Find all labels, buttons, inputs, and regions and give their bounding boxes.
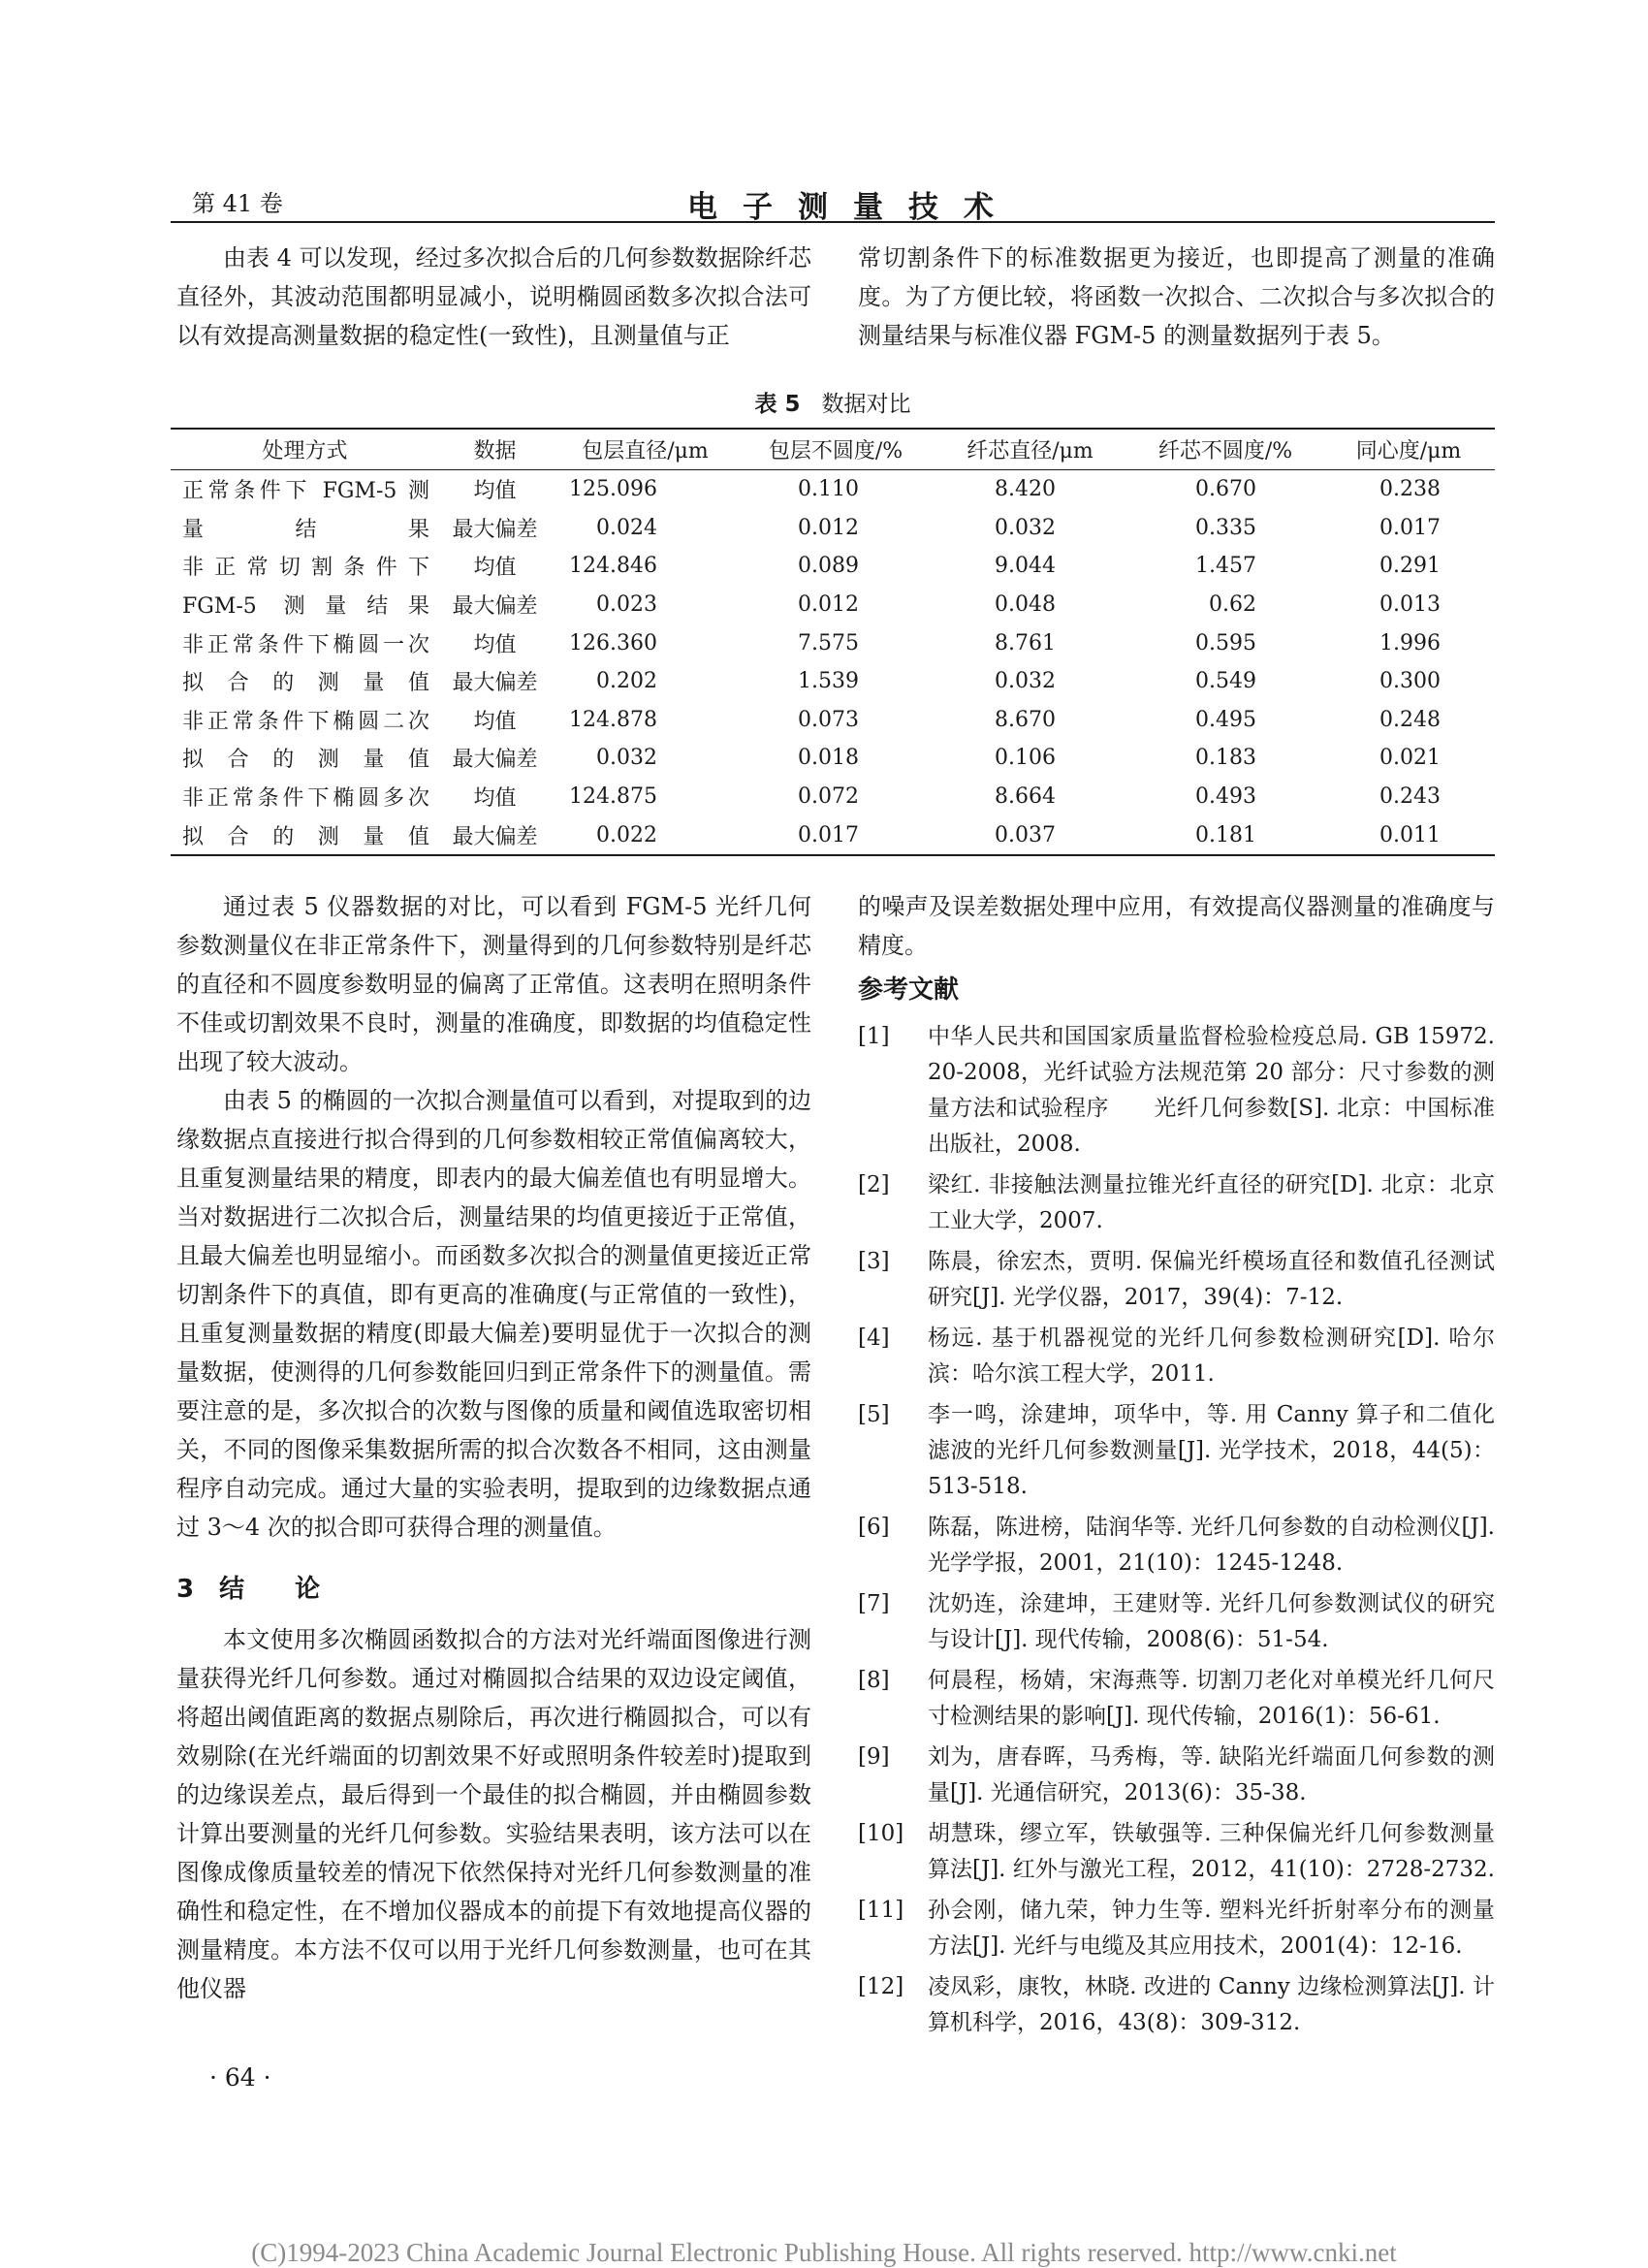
table-cell-value: 0.493 — [1195, 784, 1256, 810]
table-cell-value: 0.037 — [932, 815, 1128, 855]
table-cell-value: 0.106 — [995, 746, 1056, 771]
column-header: 同心度/μm — [1322, 429, 1495, 470]
reference-item — [858, 1510, 1495, 1581]
table-row — [171, 701, 1495, 740]
intro-right-column — [858, 239, 1495, 355]
reference-item — [858, 1167, 1495, 1239]
table-cell-method: 非正常切割条件下 — [182, 556, 429, 581]
table-cell-value: 0.202 — [596, 669, 657, 694]
reference-number: [9] — [858, 1744, 890, 1770]
header-journal-title: 电子测量技术 — [687, 190, 1019, 225]
table-row — [171, 662, 1495, 701]
table-row — [171, 547, 1495, 586]
table-cell-value: 0.032 — [995, 669, 1056, 694]
table-header-row — [171, 429, 1495, 470]
table-cell-value: 8.420 — [995, 477, 1056, 502]
table-cell-value: 0.300 — [1379, 669, 1441, 694]
table-cell-value: 0.072 — [798, 784, 859, 810]
conclusion-continuation: 的噪声及误差数据处理中应用，有效提高仪器测量的准确度与精度。 — [858, 893, 1495, 959]
table-cell-value: 125.096 — [569, 477, 657, 502]
reference-number: [1] — [858, 1024, 890, 1049]
table-row — [171, 623, 1495, 662]
table-cell-value: 0.291 — [1379, 554, 1441, 579]
table-cell-value: 0.62 — [1209, 592, 1256, 618]
table-cell-value: 1.457 — [1195, 554, 1256, 579]
table-cell-value: 0.012 — [798, 515, 859, 540]
table-cell-method: 非正常条件下椭圆一次 — [182, 632, 429, 657]
left-column — [176, 887, 811, 2008]
table-cell-value: 0.018 — [798, 746, 859, 771]
table-row — [171, 815, 1495, 855]
intro-right-paragraph: 常切割条件下的标准数据更为接近，也即提高了测量的准确度。为了方便比较，将函数一次拟合、二次拟合与多次拟合的测量结果与标准仪器 FGM-5 的测量数据列于表 5。 — [858, 244, 1495, 349]
table-cell-value: 0.181 — [1128, 815, 1322, 855]
data-comparison-table — [171, 428, 1495, 856]
table-cell-value: 126.360 — [569, 630, 657, 655]
table-cell-kind: 最大偏差 — [452, 748, 538, 773]
table-cell-value: 0.017 — [1379, 515, 1441, 540]
reference-item — [858, 1893, 1495, 1965]
table-cell-value: 0.022 — [551, 815, 740, 855]
table-cell-method: 非正常条件下椭圆多次 — [182, 786, 429, 812]
reference-text: 何晨程，杨婧，宋海燕等. 切割刀老化对单模光纤几何尺寸检测结果的影响[J]. 现代传输，2016(1)：56-61. — [928, 1668, 1495, 1729]
reference-text: 李一鸣，涂建坤，项华中，等. 用 Canny 算子和二值化滤波的光纤几何参数测量[J]. 光学技术，2018，44(5)：513-518. — [928, 1402, 1495, 1499]
reference-item — [858, 1397, 1495, 1505]
table-cell-value: 0.110 — [798, 477, 859, 502]
header-rule — [171, 221, 1495, 223]
reference-text: 孙会刚，储九荣，钟力生等. 塑料光纤折射率分布的测量方法[J]. 光纤与电缆及其应用技术，2001(4)：12-16. — [928, 1898, 1495, 1959]
table-cell-value: 7.575 — [798, 630, 859, 655]
reference-item — [858, 1586, 1495, 1658]
table-cell-value: 0.335 — [1195, 515, 1256, 540]
column-header: 数据 — [439, 429, 551, 470]
reference-number: [8] — [858, 1668, 890, 1693]
table-cell-value: 0.021 — [1379, 746, 1441, 771]
reference-number: [3] — [858, 1249, 890, 1274]
table-cell-method: 非正常条件下椭圆二次 — [182, 709, 429, 734]
table-cell-value: 0.032 — [596, 746, 657, 771]
references-heading: 参考文献 — [858, 975, 960, 1005]
intro-left-column — [176, 239, 811, 355]
table-cell-kind: 均值 — [473, 556, 517, 581]
table-row — [171, 470, 1495, 509]
table-cell-value: 0.595 — [1195, 630, 1256, 655]
reference-number: [5] — [858, 1402, 890, 1427]
table-cell-value: 9.044 — [995, 554, 1056, 579]
table-cell-kind: 均值 — [473, 632, 517, 657]
table-cell-value: 124.875 — [569, 784, 657, 810]
intro-left-paragraph: 由表 4 可以发现，经过多次拟合后的几何参数数据除纤芯直径外，其波动范围都明显减小，说明椭圆函数多次拟合法可以有效提高测量数据的稳定性(一致性)，且测量值与正 — [176, 244, 811, 349]
reference-text: 沈奶连，涂建坤，王建财等. 光纤几何参数测试仪的研究与设计[J]. 现代传输，2008(6)：51-54. — [928, 1591, 1495, 1652]
table-cell-value: 0.670 — [1195, 477, 1256, 502]
column-header: 处理方式 — [171, 429, 439, 470]
table-cell-value: 0.013 — [1379, 592, 1441, 618]
table-cell-value: 0.243 — [1379, 784, 1441, 810]
copyright-footer: (C)1994-2023 China Academic Journal Electronic Publishing House. All rights reserved. http://www.cnki.net — [251, 2238, 1397, 2267]
table-cell-value: 0.248 — [1379, 707, 1441, 732]
table-cell-value: 124.846 — [569, 554, 657, 579]
reference-number: [4] — [858, 1326, 890, 1351]
table-row — [171, 586, 1495, 624]
table-caption — [171, 386, 1495, 418]
table-cell-value: 0.073 — [798, 707, 859, 732]
reference-item — [858, 1740, 1495, 1811]
table-cell-method: 正常条件下 FGM-5 测 — [182, 479, 429, 504]
table-cell-kind: 最大偏差 — [439, 815, 551, 855]
column-header: 包层直径/μm — [551, 429, 740, 470]
table-cell-method: 拟合的测量值 — [171, 815, 439, 855]
table-cell-value: 8.670 — [995, 707, 1056, 732]
reference-number: [7] — [858, 1591, 890, 1616]
table-caption-text: 数据对比 — [821, 392, 911, 417]
right-column — [858, 887, 1495, 2046]
table-caption-number: 表 5 — [754, 392, 801, 417]
table-cell-value: 1.539 — [798, 669, 859, 694]
reference-number: [12] — [858, 1974, 904, 1999]
reference-item — [858, 1663, 1495, 1735]
body-paragraph: 由表 5 的椭圆的一次拟合测量值可以看到，对提取到的边缘数据点直接进行拟合得到的几何参数相较正常值偏离较大，且重复测量结果的精度，即表内的最大偏差值也有明显增大。当对数据进行二次拟合后，测量结果的均值更接近于正常值，且最大偏差也明显缩小。而函数多次拟合的测量值更接近正常切割条件下的真值，即有更高的准确度(与正常值的一致性)，且重复测量数据的精度(即最大偏差)要明显优于一次拟合的测量数据，使测得的几何参数能回归到正常条件下的测量值。需要注意的是，多次拟合的次数与图像的质量和阈值选取密切相关，不同的图像采集数据所需的拟合次数各不相同，这由测量程序自动完成。通过大量的实验表明，提取到的边缘数据点通过 3～4 次的拟合即可获得合理的测量值。 — [176, 1087, 811, 1541]
table-row — [171, 509, 1495, 548]
reference-number: [2] — [858, 1172, 890, 1198]
table-cell-value: 0.495 — [1195, 707, 1256, 732]
table-cell-value: 0.017 — [740, 815, 932, 855]
table-cell-kind: 均值 — [473, 479, 517, 504]
table-cell-method: 量结果 — [182, 517, 429, 542]
reference-text: 梁红. 非接触法测量拉锥光纤直径的研究[D]. 北京：北京工业大学，2007. — [928, 1172, 1495, 1233]
table-cell-value: 0.089 — [798, 554, 859, 579]
body-paragraph: 通过表 5 仪器数据的对比，可以看到 FGM-5 光纤几何参数测量仪在非正常条件下，测量得到的几何参数特别是纤芯的直径和不圆度参数明显的偏离了正常值。这表明在照明条件不佳或切割效果不良时，测量的准确度，即数据的均值稳定性出现了较大波动。 — [176, 893, 811, 1075]
reference-text: 凌凤彩，康牧，林晓. 改进的 Canny 边缘检测算法[J]. 计算机科学，2016，43(8)：309-312. — [928, 1974, 1495, 2035]
reference-item — [858, 1321, 1495, 1392]
reference-text: 杨远. 基于机器视觉的光纤几何参数检测研究[D]. 哈尔滨：哈尔滨工程大学，2011. — [928, 1326, 1495, 1387]
table-cell-value: 0.183 — [1195, 746, 1256, 771]
table-cell-method: FGM-5 测量结果 — [182, 594, 429, 620]
reference-text: 胡慧珠，缪立军，铁敏强等. 三种保偏光纤几何参数测量算法[J]. 红外与激光工程，2012，41(10)：2728-2732. — [928, 1821, 1495, 1882]
section-heading: 3 结 论 — [176, 1575, 321, 1604]
table-cell-value: 1.996 — [1379, 630, 1441, 655]
table-cell-method: 拟合的测量值 — [182, 671, 429, 696]
table-cell-value: 0.024 — [596, 515, 657, 540]
table-cell-value: 124.878 — [569, 707, 657, 732]
reference-text: 刘为，唐春晖，马秀梅，等. 缺陷光纤端面几何参数的测量[J]. 光通信研究，2013(6)：35-38. — [928, 1744, 1495, 1805]
table-cell-method: 拟合的测量值 — [182, 748, 429, 773]
column-header: 包层不圆度/% — [740, 429, 932, 470]
table-cell-value: 0.011 — [1322, 815, 1495, 855]
table-cell-kind: 均值 — [473, 786, 517, 812]
table-row — [171, 778, 1495, 816]
column-header: 纤芯直径/μm — [932, 429, 1128, 470]
table-cell-value: 0.238 — [1379, 477, 1441, 502]
table-cell-kind: 均值 — [473, 709, 517, 734]
reference-item — [858, 1244, 1495, 1316]
reference-item — [858, 1019, 1495, 1163]
table-cell-kind: 最大偏差 — [452, 594, 538, 620]
table-cell-value: 8.761 — [995, 630, 1056, 655]
table-cell-value: 0.549 — [1195, 669, 1256, 694]
column-header: 纤芯不圆度/% — [1128, 429, 1322, 470]
table-cell-value: 0.023 — [596, 592, 657, 618]
table-row — [171, 739, 1495, 778]
reference-text: 陈磊，陈进榜，陆润华等. 光纤几何参数的自动检测仪[J]. 光学学报，2001，21(10)：1245-1248. — [928, 1515, 1495, 1576]
reference-item — [858, 1816, 1495, 1888]
table-cell-value: 8.664 — [995, 784, 1056, 810]
reference-number: [10] — [858, 1821, 904, 1846]
reference-item — [858, 1969, 1495, 2041]
references-list — [858, 1019, 1495, 2041]
page-number: · 64 · — [209, 2063, 271, 2092]
table-cell-value: 0.012 — [798, 592, 859, 618]
table-cell-value: 0.032 — [995, 515, 1056, 540]
conclusion-paragraph: 本文使用多次椭圆函数拟合的方法对光纤端面图像进行测量获得光纤几何参数。通过对椭圆拟合结果的双边设定阈值，将超出阈值距离的数据点剔除后，再次进行椭圆拟合，可以有效剔除(在光纤端面的切割效果不好或照明条件较差时)提取到的边缘误差点，最后得到一个最佳的拟合椭圆，并由椭圆参数计算出要测量的光纤几何参数。实验结果表明，该方法可以在图像成像质量较差的情况下依然保持对光纤几何参数测量的准确性和稳定性，在不增加仪器成本的前提下有效地提高仪器的测量精度。本方法不仅可以用于光纤几何参数测量，也可在其他仪器 — [176, 1626, 811, 2002]
reference-number: [11] — [858, 1898, 904, 1923]
reference-text: 陈晨，徐宏杰，贾明. 保偏光纤模场直径和数值孔径测试研究[J]. 光学仪器，2017，39(4)：7-12. — [928, 1249, 1495, 1310]
table-cell-kind: 最大偏差 — [452, 517, 538, 542]
header-volume: 第 41 卷 — [192, 190, 283, 217]
table-cell-kind: 最大偏差 — [452, 671, 538, 696]
table-cell-value: 0.048 — [995, 592, 1056, 618]
reference-number: [6] — [858, 1515, 890, 1540]
reference-text: 中华人民共和国国家质量监督检验检疫总局. GB 15972. 20-2008，光纤试验方法规范第 20 部分：尺寸参数的测量方法和试验程序 光纤几何参数[S]. 北京：中国标准出版社，2008. — [928, 1024, 1495, 1157]
